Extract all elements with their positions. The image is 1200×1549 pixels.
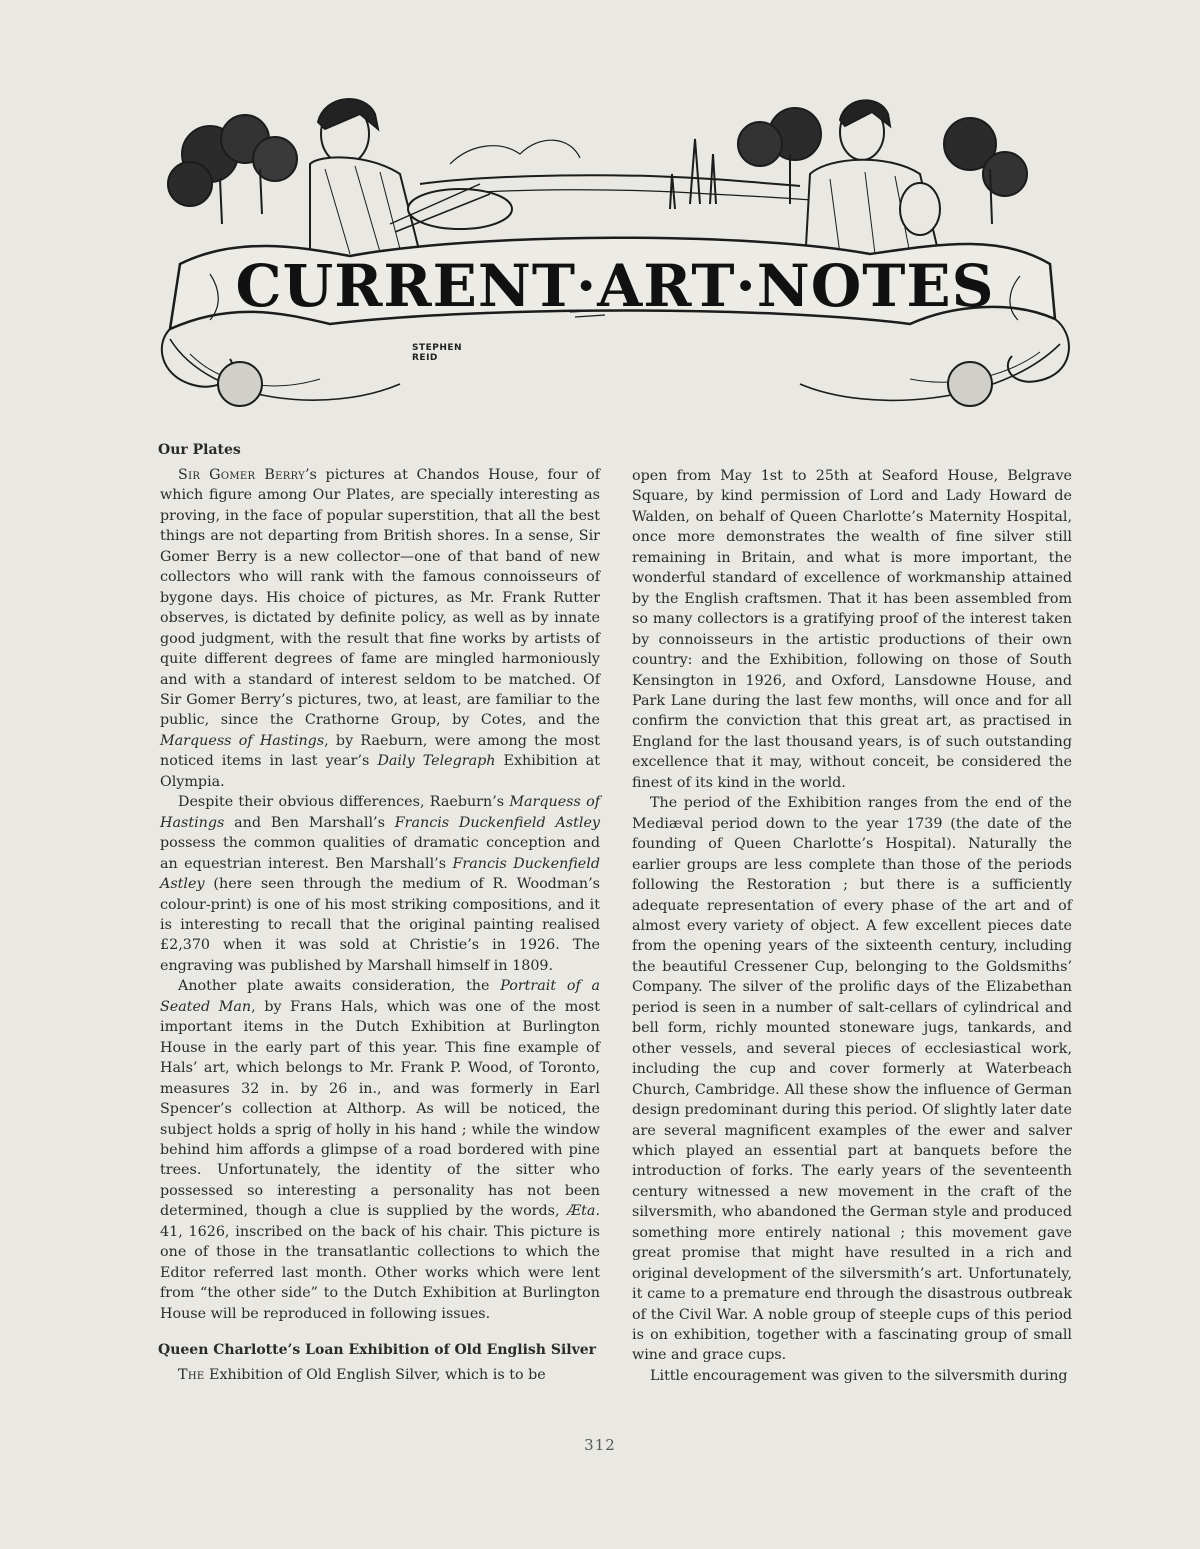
paragraph: Despite their obvious differences, Raeburn’s Marquess of Hastings and Ben Marshall’s Francis Duckenfield Astley possess the common qualities of dramatic conception and an equestrian interest. Ben Marshall’s Francis Duckenfield Astley (here seen through the medium of R. Woodman’s colour-print) is one of his most striking compositions, and it is interesting to recall that the original painting realised £2,370 when it was sold at Christie’s in 1926. The engraving was published by Marshall himself in 1809. [160,794,600,974]
header-banner-illustration [150,84,1080,420]
paragraph: The period of the Exhibition ranges from the end of the Mediæval period down to the year 1739 (the date of the founding of Queen Charlotte’s Hospital). Naturally the earlier groups are less complete than those of the periods following the Restoration ; but there is a sufficiently adequate representation of every phase of the art and of almost every variety of object. A few excellent pieces date from the opening years of the sixteenth century, including the beautiful Cressener Cup, belonging to the Goldsmiths’ Company. The silver of the prolific days of the Elizabethan period is seen in a number of salt-cellars of cylindrical and bell form, richly mounted stoneware jugs, tankards, and other vessels, and several pieces of ecclesiastical work, including the cup and cover formerly at Waterbeach Church, Cambridge. All these show the influence of German design predominant during this period. Of slightly later date are several magnificent examples of the ewer and salver which played an essential part at banquets before the introduction of forks. The early years of the seventeenth century witnessed a new movement in the craft of the silversmith, who abandoned the German style and produced something more entirely national ; this movement gave great promise that might have resulted in a rich and original development of the silversmith’s art. Unfortunately, it came to a premature end through the disastrous outbreak of the Civil War. A noble group of steeple cups of this period is on exhibition, together with a fascinating group of small wine and grace cups. [632,795,1072,1364]
left-column [160,440,600,1385]
right-column [632,466,1072,1386]
lead-in-caps: The [178,1367,205,1384]
artist-signature [412,343,462,363]
section-heading-silver-exhibition: Queen Charlotte’s Loan Exhibition of Old English Silver [158,1342,597,1359]
banner-title: CURRENT·ART·NOTES [235,252,995,320]
lead-in-caps: Sir Gomer Berry [178,467,305,483]
paragraph: Another plate awaits consideration, the Portrait of a Seated Man, by Frans Hals, which was one of the most important items in the Dutch Exhibition at Burlington House in the early part of this year. This fine example of Hals’ art, which belongs to Mr. Frank P. Wood, of Toronto, measures 32 in. by 26 in., and was formerly in Earl Spencer’s collection at Althorp. As will be noticed, the subject holds a sprig of holly in his hand ; while the window behind him affords a glimpse of a road bordered with pine trees. Unfortunately, the identity of the sitter who possessed so interesting a personality has not been determined, though a clue is supplied by the words, Æta. 41, 1626, inscribed on the back of his chair. This picture is one of those in the transatlantic collections to which the Editor referred last month. Other works which were lent from “the other side” to the Dutch Exhibition at Burlington House will be reproduced in following issues. [160,978,600,1322]
paragraph: Sir Gomer Berry’s pictures at Chandos House, four of which figure among Our Plates, are specially interesting as proving, in the face of popular superstition, that all the best things are not departing from British shores. In a sense, Sir Gomer Berry is a new collector—one of that band of new collectors who will rank with the famous connoisseurs of bygone days. His choice of pictures, as Mr. Frank Rutter observes, is dictated by definite policy, as well as by innate good judgment, with the result that fine works by artists of quite different degrees of fame are mingled harmoniously and with a standard of interest seldom to be matched. Of Sir Gomer Berry’s pictures, two, at least, are familiar to the public, since the Crathorne Group, by Cotes, and the Marquess of Hastings, by Raeburn, were among the most noticed items in last year’s Daily Telegraph Exhibition at Olympia. [160,467,601,790]
signature-line-1: STEPHEN [412,343,463,353]
paragraph: Little encouragement was given to the silversmith during [650,1367,1068,1384]
page-number: 312 [584,1436,616,1454]
paragraph: open from May 1st to 25th at Seaford House, Belgrave Square, by kind permission of Lord and Lady Howard de Walden, on behalf of Queen Charlotte’s Maternity Hospital, once more demonstrates the wealth of fine silver still remaining in Britain, and what is more important, the wonderful standard of excellence of workmanship attained by the English craftsmen. That it has been assembled from so many collectors is a gratifying proof of the interest taken by connoisseurs in the artistic productions of their own country: and the Exhibition, following on those of South Kensington in 1926, and Oxford, Lansdowne House, and Park Lane during the last few months, will once and for all confirm the conviction that this great art, as practised in England for the last thousand years, is of such outstanding excellence that it may, without conceit, be considered the finest of its kind in the world. [632,468,1072,791]
paragraph: The Exhibition of Old English Silver, which is to be [178,1367,546,1384]
section-heading-our-plates: Our Plates [158,442,241,458]
signature-line-2: REID [412,353,438,363]
